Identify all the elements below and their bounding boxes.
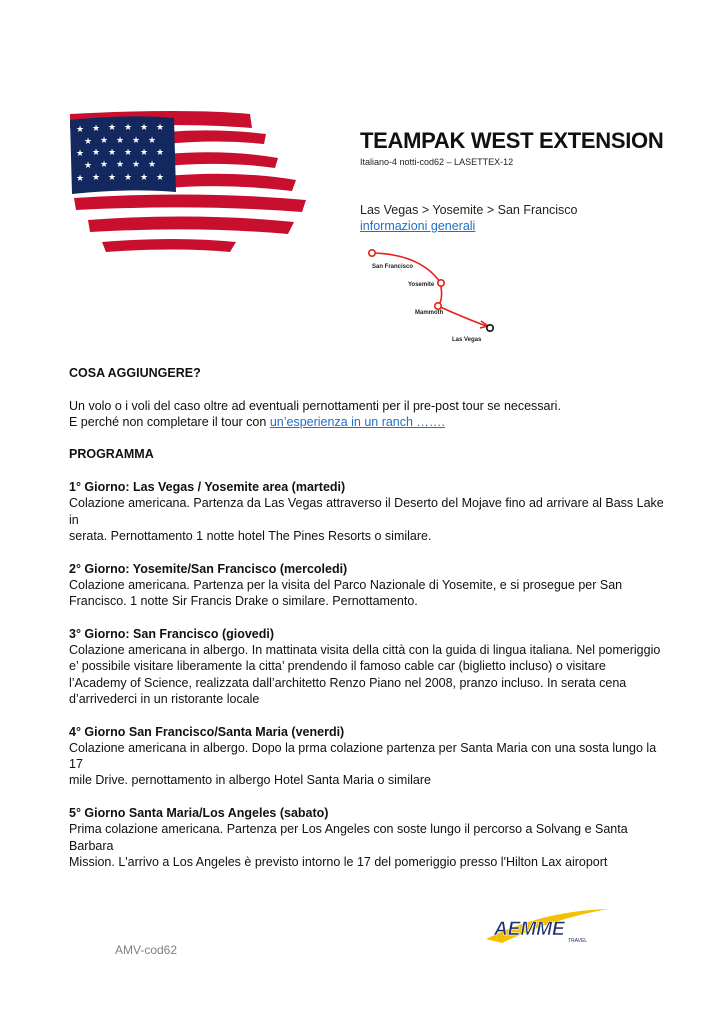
extras-line-2: E perché non completare il tour con un’esperienza in un ranch ……. <box>69 414 445 429</box>
svg-text:★: ★ <box>76 174 85 184</box>
document-body <box>69 365 669 870</box>
svg-text:★: ★ <box>108 148 117 158</box>
general-info-link[interactable]: informazioni generali <box>360 219 476 233</box>
stop-las-vegas-marker <box>487 325 493 331</box>
extras-heading: COSA AGGIUNGERE? <box>69 366 201 380</box>
day-description-line: serata. Pernottamento 1 notte hotel The Pines Resorts o similare. <box>69 528 432 543</box>
stop-san-francisco-label: San Francisco <box>372 264 414 270</box>
page-title: TEAMPAK WEST EXTENSION <box>360 128 664 153</box>
svg-text:★: ★ <box>108 123 117 133</box>
day-4-section <box>69 724 669 789</box>
stop-las-vegas-label: Las Vegas <box>452 337 482 343</box>
day-title: 4° Giorno San Francisco/Santa Maria (venerdi) <box>69 724 345 739</box>
svg-text:★: ★ <box>132 160 141 170</box>
day-5-section <box>69 805 669 870</box>
day-title: 5° Giorno Santa Maria/Los Angeles (sabato) <box>69 806 329 821</box>
svg-text:★: ★ <box>76 149 85 159</box>
extras-line-1: Un volo o i voli del caso oltre ad eventuali pernottamenti per il pre-post tour se necessari. <box>69 398 561 413</box>
day-description-line: e’ possibile visitare liberamente la citta’ prendendo il famoso cable car (biglietto incluso) o visitare <box>69 659 606 674</box>
day-description-line: Colazione americana. Partenza da Las Vegas attraverso il Deserto del Mojave fino ad arrivare al Bass Lake in <box>69 496 664 527</box>
svg-text:TRAVEL: TRAVEL <box>568 938 588 944</box>
svg-text:★: ★ <box>156 173 165 183</box>
stop-mammoth-marker <box>435 303 441 309</box>
day-description-line: Colazione americana in albergo. Dopo la prma colazione partenza per Santa Maria con una sosta lungo la 17 <box>69 740 657 772</box>
footer-code: AMV-cod62 <box>115 943 178 957</box>
svg-text:★: ★ <box>92 173 101 183</box>
svg-text:★: ★ <box>116 160 125 170</box>
day-description-line: mile Drive. pernottamento in albergo Hotel Santa Maria o similare <box>69 773 431 788</box>
day-2-section <box>69 561 669 610</box>
svg-text:★: ★ <box>132 136 141 146</box>
svg-text:★: ★ <box>124 148 133 158</box>
svg-text:★: ★ <box>92 124 101 134</box>
svg-text:★: ★ <box>108 173 117 183</box>
day-1-section <box>69 479 669 544</box>
svg-text:★: ★ <box>100 160 109 170</box>
day-3-section <box>69 626 669 707</box>
american-flag-image <box>66 104 316 264</box>
day-description-line: Colazione americana in albergo. In mattinata visita della città con la guida di lingua italiana. Nel pomeriggio <box>69 643 661 658</box>
svg-text:★: ★ <box>140 148 149 158</box>
day-title: 2° Giorno: Yosemite/San Francisco (mercoledi) <box>69 561 348 576</box>
svg-text:★: ★ <box>124 173 133 183</box>
program-heading: PROGRAMMA <box>69 447 154 462</box>
day-description-line: d’arrivederci in un ristorante locale <box>69 691 260 706</box>
day-description-line: Francisco. 1 notte Sir Francis Drake o similare. Pernottamento. <box>69 594 418 609</box>
svg-text:★: ★ <box>124 123 133 133</box>
svg-text:★: ★ <box>76 125 85 135</box>
svg-text:★: ★ <box>148 160 157 170</box>
svg-text:★: ★ <box>140 173 149 183</box>
stop-yosemite-label: Yosemite <box>408 282 435 288</box>
day-description-line: Colazione americana. Partenza per la visita del Parco Nazionale di Yosemite, e si prosegue per San <box>69 577 623 592</box>
svg-text:★: ★ <box>100 136 109 146</box>
tour-code: Italiano-4 notti-cod62 – LASETTEX-12 <box>360 157 514 167</box>
day-title: 1° Giorno: Las Vegas / Yosemite area (martedi) <box>69 480 346 495</box>
day-description-line: Mission. L'arrivo a Los Angeles è previsto intorno le 17 del pomeriggio presso l'Hilton Lax airoport <box>69 854 608 869</box>
svg-text:AEMME: AEMME <box>494 919 565 940</box>
route-summary: Las Vegas > Yosemite > San Francisco <box>360 203 578 217</box>
svg-text:★: ★ <box>148 136 157 146</box>
svg-text:★: ★ <box>156 123 165 133</box>
day-description-line: Prima colazione americana. Partenza per Los Angeles con soste lungo il percorso a Solvang e Santa Barbara <box>69 822 628 853</box>
aemme-logo <box>482 905 612 947</box>
day-title: 3° Giorno: San Francisco (giovedi) <box>69 626 275 641</box>
svg-text:★: ★ <box>84 137 93 147</box>
svg-text:★: ★ <box>92 148 101 158</box>
ranch-experience-link[interactable]: un’esperienza in un ranch ……. <box>269 414 445 429</box>
svg-text:★: ★ <box>116 136 125 146</box>
svg-text:★: ★ <box>84 161 93 171</box>
stop-san-francisco-marker <box>369 250 375 256</box>
stop-mammoth-label: Mammoth <box>415 310 444 316</box>
route-map <box>360 244 510 348</box>
svg-text:★: ★ <box>156 148 165 158</box>
svg-text:★: ★ <box>140 123 149 133</box>
stop-yosemite-marker <box>438 280 444 286</box>
day-description-line: l’Academy of Science, realizzata dall’architetto Renzo Piano nel 2008, pranzo incluso. In serata cena <box>69 675 627 690</box>
